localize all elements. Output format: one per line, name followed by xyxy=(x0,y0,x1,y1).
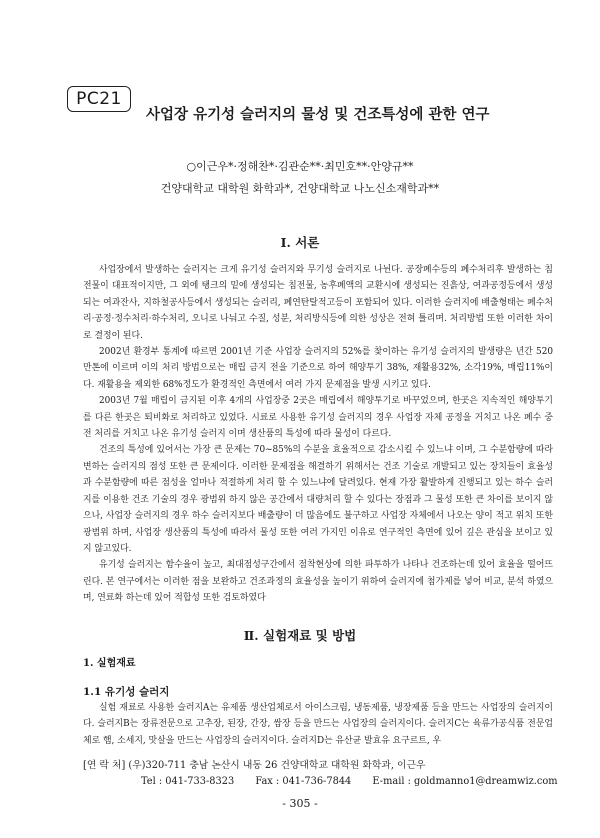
intro-paragraph: 유기성 슬러지는 함수율이 높고, 최대점성구간에서 점착현상에 의한 파투하가 나타나 건조하는데 있어 효율을 떨어뜨린다. 본 연구에서는 이러한 점을 보완하고 건조과정의 효율성을 높이기 위하여 슬러지에 첨가제를 넣어 비교, 분석 하였으며, 연료화 하는데 있어 적합성 또한 검토하였다 xyxy=(83,560,553,604)
intro-paragraph: 사업장에서 발생하는 슬러지는 크게 유기성 슬러지와 무기성 슬러지로 나뉜다. 공장폐수등의 폐수처리후 발생하는 침전물이 대표적이지만, 그 외에 탱크의 밑에 생성되는 침전물, 농후폐액의 교환시에 생성되는 진흙상, 여과공정등에서 생성되는 여과잔사, 지하철공사등에서 생성되는 슬러리, 폐연탄탈적고등이 포함되어 있다. 이러한 슬러지에 배출형태는 폐수처리·공정·정수처리·하수처리, 오니로 나눠고 수질, 성분, 처리방식등에 의한 성상은 전혀 틀리며. 처리방법 또한 이러한 차이로 결정이 된다. xyxy=(83,265,553,341)
materials-body xyxy=(83,700,553,749)
section-heading-methods: Ⅱ. 실험재료 및 방법 xyxy=(243,628,357,643)
materials-paragraph: 실험 재료로 사용한 슬러지A는 유제품 생산업체로서 아이스크림, 냉동제품, 냉장제품 등을 만드는 사업장의 슬러지이다. 슬러지B는 장류전문으로 고추장, 된장, 간장, 쌈장 등을 만드는 사업장의 슬러지이다. 슬러지C는 육류가공식품 전문업체로 햄, 소세지, 맛살을 만드는 사업장의 슬러지이다. 슬러지D는 유산균 발효유 요구르트, 우 xyxy=(83,703,553,746)
page-number: - 305 - xyxy=(282,797,318,810)
contact-block xyxy=(83,758,563,790)
intro-paragraph: 2002년 환경부 통계에 따르면 2001년 기준 사업장 슬러지의 52%를 찾이하는 유기성 슬러지의 발생량은 년간 520만톤에 이르며 이의 처리 방법으로는 매립 금지 전을 기준으로 하여 해양투기 38%, 재활용32%, 소각19%, 매립11%이다. 재활용을 제외한 68%정도가 환경적인 측면에서 여러 가지 문제점을 발생 시키고 있다. xyxy=(83,347,553,390)
authors: ○이근우*·정해찬*·김관순**·최민호**·안양규** xyxy=(186,160,414,173)
intro-paragraph: 2003년 7월 매립이 금지된 이후 4개의 사업장중 2곳은 매립에서 해양투기로 바꾸었으며, 한곳은 지속적인 해양투기를 다른 한곳은 퇴비화로 처리하고 있었다. 시료로 사용한 유기성 슬러지의 경우 사업장 자체 공정을 거치고 나온 폐수 중 전 처리를 거치고 나온 유기성 슬러지 이며 생산품의 특성에 따라 물성이 다르다. xyxy=(83,396,553,440)
contact-address: (우)320-711 충남 논산시 내동 26 건양대학교 대학원 화학과, 이근우 xyxy=(128,760,426,771)
subsection-heading: 1. 실험재료 xyxy=(83,658,136,669)
section-heading-introduction: Ⅰ. 서론 xyxy=(280,235,320,250)
paper-title: 사업장 유기성 슬러지의 물성 및 건조특성에 관한 연구 xyxy=(146,106,490,123)
affiliations: 건양대학교 대학원 화학과*, 건양대학교 나노신소재학과** xyxy=(160,182,440,195)
intro-paragraph: 건조의 특성에 있어서는 가장 큰 문제는 70~85%의 수분을 효율적으로 감소시킬 수 있느냐 이며, 그 수분함량에 따라 변하는 슬러지의 점성 또한 큰 문제이다. 이러한 문제점을 해결하기 위해서는 건조 기술로 개발되고 있는 장치들이 효율성과 수분함량에 따른 점성을 얼마나 적절하게 처리 할 수 있느냐에 달려있다. 현재 가장 활발하게 진행되고 있는 하수 슬러지를 이용한 건조 기술의 경우 광범위 하지 않은 공간에서 대량처리 할 수 있다는 장점과 그 물성 또한 큰 차이를 보이지 않으나, 사업장 슬러지의 경우 하수 슬러지보다 배출량이 더 많음에도 불구하고 사업장 자체에서 나오는 양이 적고 위치 또한 광범위 하며, 사업장 생산품의 특성에 따라서 물성 또한 여러 가지인 이유로 연구적인 측면에 있어 깊은 관심을 보이고 있지 않고있다. xyxy=(83,445,553,554)
subsubsection-heading: 1.1 유기성 슬러지 xyxy=(83,686,170,698)
contact-email: E-mail : goldmanno1@dreamwiz.com xyxy=(372,776,558,787)
contact-label: [연 락 처] xyxy=(83,760,126,771)
contact-fax: Fax : 041-736-7844 xyxy=(255,776,352,787)
abstract-code-box: PC21 xyxy=(67,86,131,112)
contact-tel: Tel : 041-733-8323 xyxy=(141,776,235,787)
introduction-body xyxy=(83,262,553,607)
